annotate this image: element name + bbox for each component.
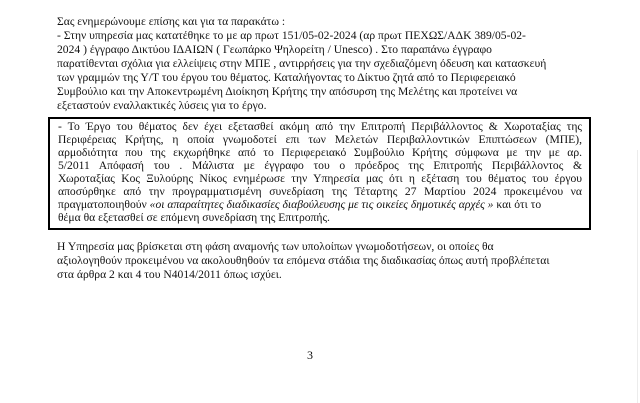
intro-heading: Σας ενημερώνουμε επίσης και για τα παρακάτω : [57,15,286,28]
paragraph-line: στα άρθρα 2 και 4 του Ν4014/2011 όπως ισχύει. [57,268,282,281]
scan-edge-divider [637,150,638,403]
boxed-line: Χωροταξίας Κος Ξυλούρης Νίκος ενημέρωσε την Υπηρεσία μας ότι η εξέταση του θέματος του έργου [58,172,582,185]
paragraph-line: 2024 ) έγγραφο Δικτύου ΙΔΑΙΩΝ ( Γεωπάρκο Ψηλορείτη / Unesco) . Στο παραπάνω έγγραφο [57,43,492,56]
boxed-line: θέμα θα εξετασθεί σε επόμενη συνεδρίαση της Επιτροπής. [58,211,330,224]
paragraph-line: Η Υπηρεσία μας βρίσκεται στη φάση αναμονής των υπολοίπων γνωμοδοτήσεων, οι οποίες θα [57,240,494,253]
boxed-line: αποσύρθηκε από την προγραμματισμένη συνεδρίαση της Τέταρτης 27 Μαρτίου 2024 προκειμένου να [58,185,582,198]
boxed-line: αρμοδιότητα που της εκχωρήθηκε από το Περιφερειακό Συμβούλιο Κρήτης σύμφωνα με την με αρ. [58,146,582,159]
paragraph-line: αξιολογηθούν προκειμένου να ακολουθηθούν τα επόμενα στάδια της διαδικασίας όπως αυτή προβλέπεται [57,254,550,267]
paragraph-line: εξεταστούν εναλλακτικές λύσεις για το έργο. [57,99,267,112]
page-number: 3 [307,348,313,362]
boxed-line-start: πραγματοποιηθούν [58,198,150,211]
boxed-line: - Το Έργο του θέματος δεν έχει εξετασθεί ακόμη από την Επιτροπή Περιβάλλοντος & Χωροταξίας της [58,120,582,133]
quoted-text: «οι απαραίτητες διαδικασίες διαβούλευσης με τις οικείες δημοτικές αρχές » [149,198,494,211]
boxed-line-with-quote [58,198,541,212]
paragraph-line: Συμβούλιο και την Αποκεντρωμένη Διοίκηση Κρήτης την απόσυρση της Μελέτης και προτείνει να [57,85,518,98]
boxed-paragraph-committee [48,117,591,230]
paragraph-line: των γραμμών της Υ/Τ του έργου του θέματος. Καταλήγοντας το Δίκτυο ζητά από το Περιφερειακό [57,71,516,84]
boxed-line-end: και ότι το [493,198,542,211]
boxed-line: Περιφέρειας Κρήτης, η οποία γνωμοδοτεί επι των Μελετών Περιβαλλοντικών Επιπτώσεων (ΜΠΕ), [58,133,582,146]
boxed-line: 5/2011 Απόφασή του . Μάλιστα με έγγραφο του ο πρόεδρος της Επιτροπής Περιβάλλοντος & [58,159,582,172]
paragraph-line: παρατίθενται σχόλια για ελλείψεις στην ΜΠΕ , αντιρρήσεις για την σχεδιαζόμενη όδευση και κατασκευή [57,57,547,70]
paragraph-line: - Στην υπηρεσία μας κατατέθηκε το με αρ πρωτ 151/05-02-2024 (αρ πρωτ ΠΕΧΩΣ/ΑΔΚ 389/05-02- [57,29,526,42]
